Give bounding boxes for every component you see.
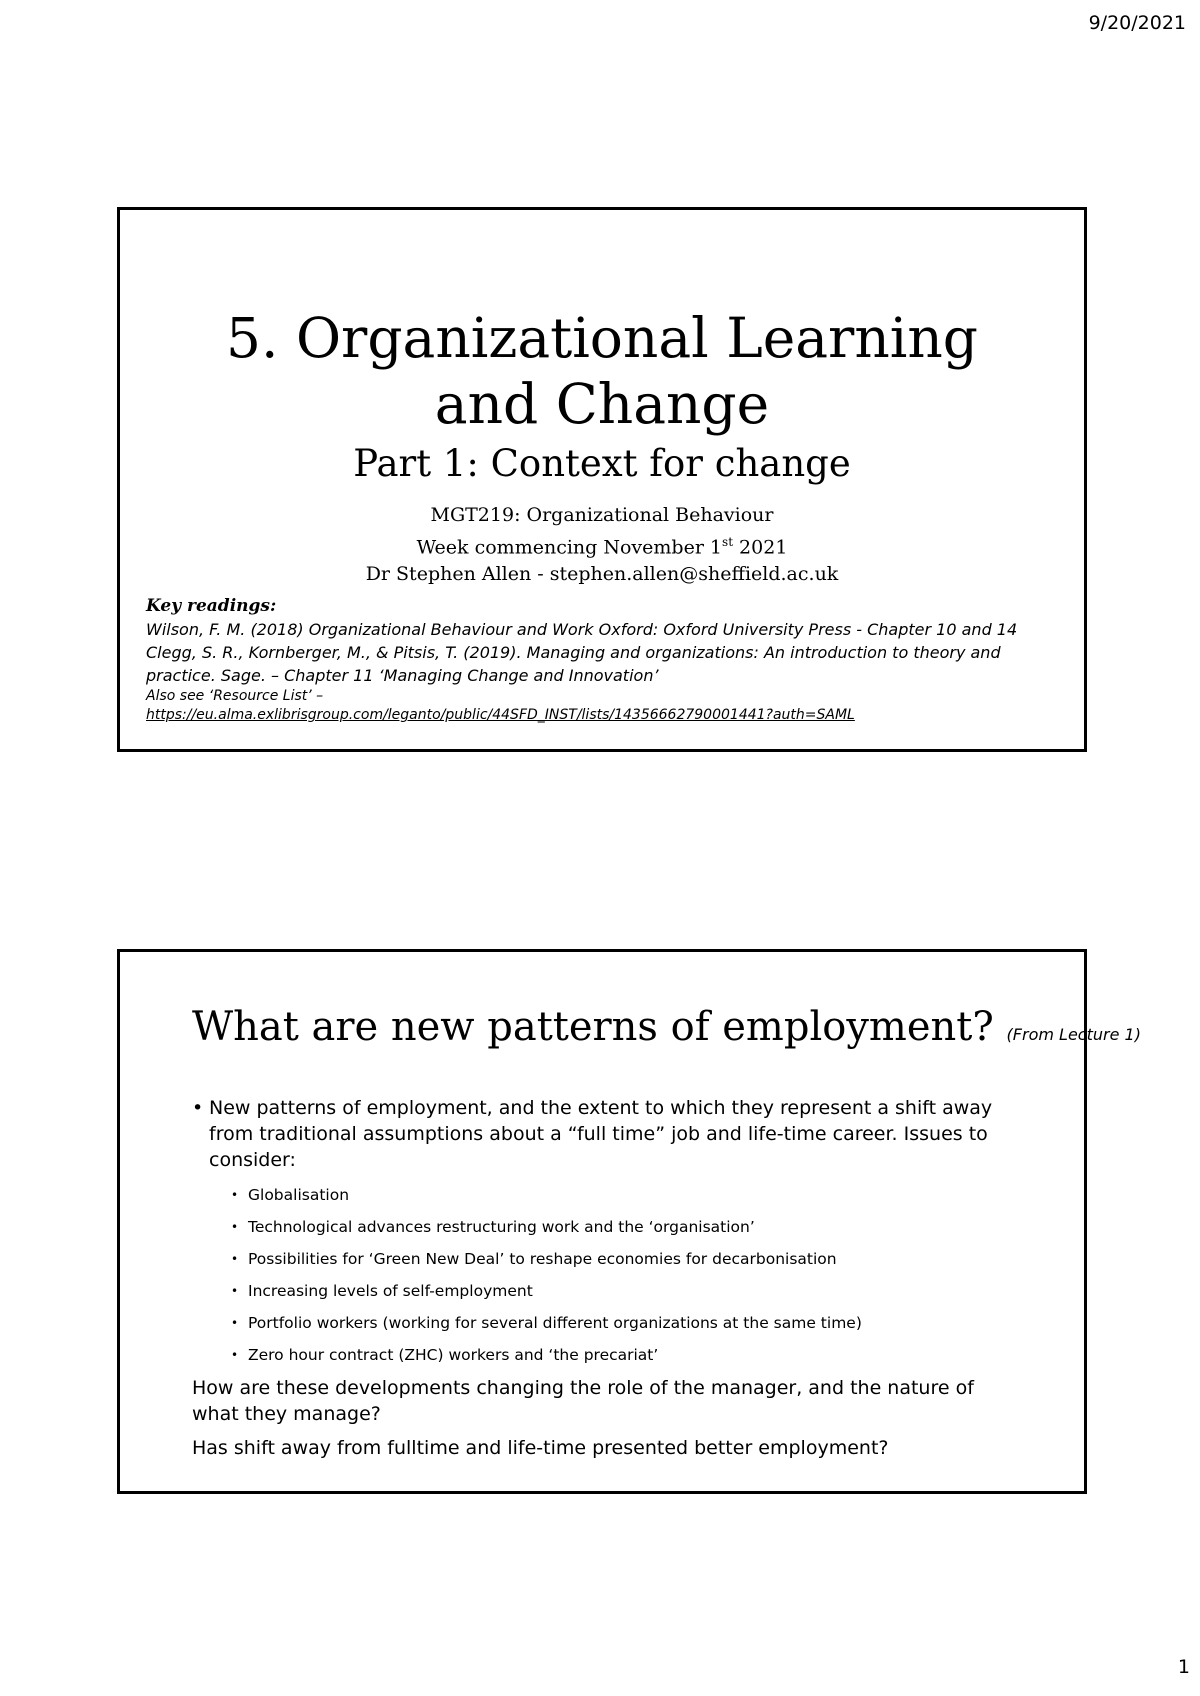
title-slide bbox=[117, 207, 1087, 752]
bullet-icon: • bbox=[231, 1252, 239, 1266]
list-item-text: Portfolio workers (working for several different organizations at the same time) bbox=[248, 1314, 862, 1332]
lecturer-line: Dr Stephen Allen - stephen.allen@sheffield.ac.uk bbox=[365, 563, 839, 586]
week-superscript: st bbox=[722, 535, 734, 549]
course-code: MGT219: Organizational Behaviour bbox=[430, 504, 774, 526]
employment-patterns-slide bbox=[117, 949, 1141, 1494]
slide-title-line1: 5. Organizational Learning bbox=[225, 306, 978, 370]
resource-list-link[interactable]: https://eu.alma.exlibrisgroup.com/leganto/public/44SFD_INST/lists/14356662790001441?auth=SAML bbox=[146, 707, 855, 723]
list-item-text: Increasing levels of self-employment bbox=[248, 1282, 533, 1300]
key-readings-heading: Key readings: bbox=[146, 596, 277, 616]
slide-title-line2: and Change bbox=[434, 372, 770, 436]
slide2-title-note: (From Lecture 1) bbox=[1006, 1025, 1141, 1044]
list-item bbox=[192, 1307, 1024, 1339]
list-item-text: Globalisation bbox=[248, 1186, 350, 1204]
slide2-title bbox=[192, 1004, 1141, 1050]
key-readings bbox=[146, 595, 1070, 725]
slide-title bbox=[120, 305, 1084, 437]
course-info bbox=[120, 502, 1084, 588]
question-better-employment: Has shift away from fulltime and life-time presented better employment? bbox=[192, 1437, 889, 1459]
reading-wilson: Wilson, F. M. (2018) Organizational Behaviour and Work Oxford: Oxford University Press - Chapter 10 and 14 bbox=[146, 620, 1018, 639]
list-item bbox=[192, 1275, 1024, 1307]
bullet-icon: • bbox=[231, 1284, 239, 1298]
bullet-icon: • bbox=[231, 1348, 239, 1362]
page-date: 9/20/2021 bbox=[1088, 12, 1186, 34]
list-item-text: Possibilities for ‘Green New Deal’ to reshape economies for decarbonisation bbox=[248, 1250, 837, 1268]
page-number: 1 bbox=[1177, 1656, 1190, 1678]
bullet-icon: • bbox=[231, 1220, 239, 1234]
list-item bbox=[192, 1211, 1024, 1243]
also-see-text: Also see ‘Resource List’ – bbox=[146, 688, 324, 704]
list-item-text: Technological advances restructuring work and the ‘organisation’ bbox=[248, 1218, 755, 1236]
bullet-icon: • bbox=[231, 1188, 239, 1202]
list-item bbox=[192, 1339, 1024, 1371]
slide2-title-text: What are new patterns of employment? bbox=[192, 1004, 994, 1050]
list-item bbox=[192, 1179, 1024, 1211]
slide-subtitle: Part 1: Context for change bbox=[353, 442, 851, 485]
main-bullet-text: New patterns of employment, and the extent to which they represent a shift away from traditional assumptions about a “full time” job and life-time career. Issues to consider: bbox=[209, 1097, 993, 1171]
slide2-body bbox=[192, 1095, 1024, 1461]
reading-clegg: Clegg, S. R., Kornberger, M., & Pitsis, T. (2019). Managing and organizations: An introduction to theory and practice. Sage. – Chapter 11 ‘Managing Change and Innovation’ bbox=[146, 643, 1001, 685]
week-prefix: Week commencing November 1 bbox=[416, 536, 723, 559]
sub-bullet-list bbox=[192, 1179, 1024, 1371]
bullet-icon: • bbox=[231, 1316, 239, 1330]
list-item bbox=[192, 1243, 1024, 1275]
main-bullet bbox=[192, 1095, 1024, 1173]
list-item-text: Zero hour contract (ZHC) workers and ‘the precariat’ bbox=[248, 1346, 659, 1364]
question-manager-role: How are these developments changing the role of the manager, and the nature of what they manage? bbox=[192, 1377, 974, 1425]
week-suffix: 2021 bbox=[733, 536, 788, 559]
bullet-icon: • bbox=[192, 1097, 204, 1119]
week-line bbox=[120, 529, 1084, 561]
